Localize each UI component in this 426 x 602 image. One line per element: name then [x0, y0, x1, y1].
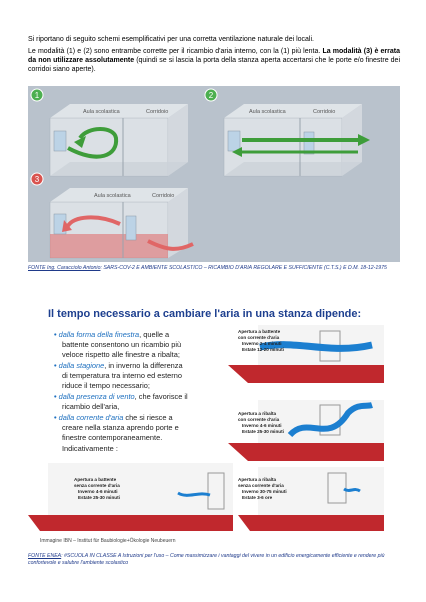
intro-text: Si riportano di seguito schemi esemplificativi per una corretta ventilazione naturale dei locali. — [28, 36, 314, 43]
scheme-1-room-label: Aula scolastica — [83, 109, 120, 115]
caption1-text: : SARS-COV-2 E AMBIENTE SCOLASTICO – RICAMBIO D'ARIA REGOLARE E SUFFICIENTE (C.T.S.) E D.M. 18-12-1975 — [100, 265, 387, 271]
caption1-source: FONTE Ing. Caracciolo Antonio — [28, 265, 101, 271]
svg-text:Estate 3-6 ore: Estate 3-6 ore — [242, 495, 273, 500]
bullet-1-line1: • dalla forma della finestra, quelle a — [54, 330, 170, 339]
scheme-2 — [205, 89, 370, 176]
bullet-3-line1: • dalla presenza di vento, che favorisce il — [54, 392, 188, 401]
case-4-panel — [238, 467, 384, 531]
scheme-1-corridor-label: Corridoio — [146, 109, 169, 115]
scheme-3-room-label: Aula scolastica — [94, 193, 131, 199]
image-credit: Immagine IBN – Institut für Baubiologie+Ökologie Neubeuern — [40, 538, 176, 544]
svg-text:Estate 12-20 minuti: Estate 12-20 minuti — [242, 347, 284, 352]
scheme-3 — [31, 173, 193, 258]
scheme-2-number: 2 — [208, 91, 214, 100]
svg-text:con corrente d'aria: con corrente d'aria — [238, 335, 280, 340]
figure2-caption — [28, 553, 400, 567]
svg-text:creare nella stanza aprendo po: creare nella stanza aprendo porte e — [62, 423, 179, 432]
case-1-floor — [228, 365, 384, 383]
svg-text:Inverno 30-75 minuti: Inverno 30-75 minuti — [242, 489, 287, 494]
case-3-wind — [178, 493, 210, 495]
svg-text:battente consentono un ricambi: battente consentono un ricambio più — [62, 340, 182, 349]
svg-text:Apertura a ribalta: Apertura a ribalta — [238, 477, 277, 482]
svg-text:Estate 25-30 minuti: Estate 25-30 minuti — [78, 495, 120, 500]
para-part1: Le modalità (1) e (2) sono entrambe corrette per il ricambio d'aria interno, con la (1) più lenta. — [28, 48, 321, 55]
svg-text:di temperatura tra interno ed: di temperatura tra interno ed esterno — [62, 371, 182, 380]
svg-text:Inverno 2-4 minuti: Inverno 2-4 minuti — [242, 341, 282, 346]
air-change-time-figure — [28, 295, 400, 547]
case-2-floor — [228, 443, 384, 461]
scheme-3-corridor-label: Corridoio — [152, 193, 175, 199]
explanation-paragraph — [28, 47, 400, 74]
scheme-2-corridor-label: Corridoio — [313, 109, 336, 115]
para-bold: La modalità (3) è errata da non utilizzare assolutamente — [28, 48, 400, 64]
case-4-wind — [344, 489, 360, 491]
svg-text:Inverno 4-6 minuti: Inverno 4-6 minuti — [242, 423, 282, 428]
svg-text:con corrente d'aria: con corrente d'aria — [238, 417, 280, 422]
ventilation-schemes-svg — [28, 86, 400, 262]
svg-text:Apertura a ribalta: Apertura a ribalta — [238, 411, 277, 416]
air-change-time-svg — [28, 295, 400, 547]
svg-text:senza corrente d'aria: senza corrente d'aria — [74, 483, 120, 488]
case-3-panel — [28, 463, 233, 531]
ventilation-schemes-figure — [28, 86, 400, 262]
caption2-text: : #SCUOLA IN CLASSE A Istruzioni per l'uso – Come massimizzare i vantaggi del vivere in un edificio energicamente efficiente e rendere più confortevole e salubre l'ambiente scolastico — [28, 553, 385, 566]
scheme-1 — [31, 89, 188, 176]
scheme-2-room-label: Aula scolastica — [249, 109, 286, 115]
bullet-4-line1: • dalla corrente d'aria che si riesce a — [54, 413, 173, 422]
svg-text:Estate 25-30 minuti: Estate 25-30 minuti — [242, 429, 284, 434]
svg-text:finestre contemporaneamente.: finestre contemporaneamente. — [62, 433, 163, 442]
case-4-floor — [238, 515, 384, 531]
svg-text:veloce rispetto alle finestre: veloce rispetto alle finestre a ribalta; — [62, 350, 180, 359]
figure2-title: Il tempo necessario a cambiare l'aria in una stanza dipende: — [48, 308, 362, 320]
para-part2: (quindi se si lascia la porta della stanza aperta accertarsi che le porte e/o finestre dei corridoi siano aperte). — [28, 57, 400, 73]
caption2-source: FONTE ENEA — [28, 553, 62, 559]
svg-text:ricambio dell'aria,: ricambio dell'aria, — [62, 402, 120, 411]
scheme-1-number: 1 — [34, 91, 40, 100]
svg-text:Apertura a battente: Apertura a battente — [238, 329, 281, 334]
svg-text:Apertura a battente: Apertura a battente — [74, 477, 117, 482]
bullet-2-line1: • dalla stagione, in inverno la differenza — [54, 361, 183, 370]
scheme-3-number: 3 — [34, 175, 40, 184]
svg-text:Inverno 4-6 minuti: Inverno 4-6 minuti — [78, 489, 118, 494]
figure1-caption — [28, 265, 400, 272]
case-3-floor — [28, 515, 233, 531]
svg-text:riduce il tempo necessario;: riduce il tempo necessario; — [62, 381, 150, 390]
indicatively-label: Indicativamente : — [62, 444, 118, 453]
svg-text:senza corrente d'aria: senza corrente d'aria — [238, 483, 284, 488]
